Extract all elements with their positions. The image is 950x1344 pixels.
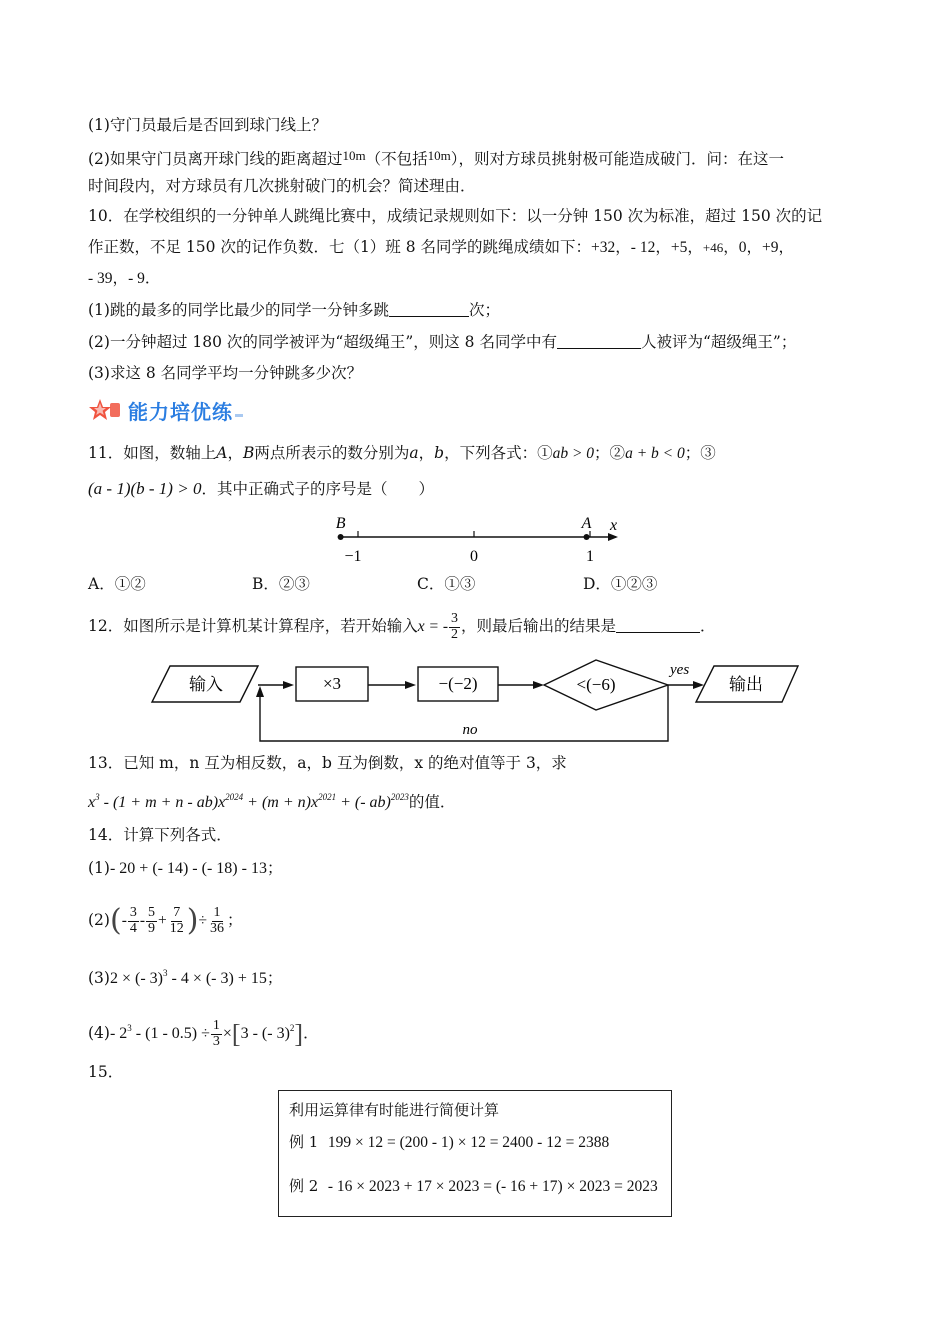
star-icon xyxy=(88,397,122,425)
q14-part4: (4)- $2^3 - (1 - 0.5)$ ÷ $\frac{1}{3}$ ×[3 - (- 3)$^2$]． xyxy=(88,1018,319,1049)
point-b xyxy=(338,534,344,540)
q11-line2: (a - 1)(b - 1) > 0．其中正确式子的序号是（ ） xyxy=(88,479,434,498)
arrow-icon xyxy=(533,681,544,689)
no-label: no xyxy=(462,722,478,738)
subtract-label: −(−2) xyxy=(438,674,478,693)
axis-x-label: x xyxy=(610,517,618,534)
q10-line2: 作正数，不足 150 次的记作负数．七（1）班 8 名同学的跳绳成绩如下：+32，- 12，+5，+46，0，+9， xyxy=(88,238,795,256)
tick-label-one: 1 xyxy=(586,548,594,565)
point-a-label: A xyxy=(581,515,592,532)
number-line xyxy=(320,508,630,570)
tick-label-zero: 0 xyxy=(470,548,478,565)
q14-title: 14．计算下列各式． xyxy=(88,826,232,844)
answer-blank xyxy=(389,302,469,317)
input-label: 输入 xyxy=(189,675,223,694)
example-1: 例 1 199 × 12 = (200 - 1) × 12 = 2400 - 12 = 2388 xyxy=(289,1133,610,1151)
dash-decoration-icon xyxy=(233,401,245,421)
option-b[interactable]: B．②③ xyxy=(252,575,310,593)
axis-arrow-icon xyxy=(608,533,618,541)
flowchart xyxy=(148,656,808,746)
output-label: 输出 xyxy=(729,675,763,694)
q14-part1: (1)- 20 + (- 14) - (- 18) - 13； xyxy=(88,859,283,877)
box-title: 利用运算律有时能进行简便计算 xyxy=(289,1101,500,1119)
example-box xyxy=(278,1090,672,1217)
point-b-label: B xyxy=(335,515,346,532)
q10-part1: (1)跳的最多的同学比最少的同学一分钟多跳 次； xyxy=(88,301,500,319)
section-title: 能力培优练 xyxy=(128,400,233,424)
answer-blank xyxy=(557,334,641,349)
q10-part3: (3)求这 8 名同学平均一分钟跳多少次？ xyxy=(88,364,363,382)
option-a[interactable]: A．①② xyxy=(88,575,146,593)
q15-label: 15． xyxy=(88,1063,124,1081)
q13-expression: $x^3 - (1 + m + n - ab)x^{2024} + (m + n)x^{2021}$ + (- ab)$^{2023}$的值． xyxy=(88,792,456,811)
arrow-up-icon xyxy=(256,686,264,697)
condition-label: <(−6) xyxy=(576,675,616,694)
q9-part2-line2: 时间段内，对方球员有几次挑射破门的机会？简述理由． xyxy=(88,177,476,195)
yes-label: yes xyxy=(670,662,690,678)
example-2: 例 2 - 16 × 2023 + 17 × 2023 = (- 16 + 17) × 2023 = 2023 xyxy=(289,1177,658,1195)
tick-label-minus-one: −1 xyxy=(344,548,362,565)
q14-part3: (3)2 × (- 3)$^3$ - 4 × (- 3) + 15； xyxy=(88,968,283,987)
option-d[interactable]: D．①②③ xyxy=(583,575,658,593)
section-header xyxy=(88,396,245,425)
q11-line1: 11．如图，数轴上A，B两点所表示的数分别为a，b，下列各式：①ab > 0；②a + b < 0；③ xyxy=(88,444,716,462)
point-a xyxy=(584,534,590,540)
q10-line1: 10．在学校组织的一分钟单人跳绳比赛中，成绩记录规则如下：以一分钟 150 次为标准，超过 150 次的记 xyxy=(88,207,823,225)
multiply-label: ×3 xyxy=(322,674,342,693)
option-c[interactable]: C．①③ xyxy=(417,575,476,593)
q10-part2: (2)一分钟超过 180 次的同学被评为“超级绳王”，则这 8 名同学中有 人被评为“超级绳王”； xyxy=(88,333,797,351)
fraction: $\frac{3}{2}$ xyxy=(451,610,458,642)
arrow-icon xyxy=(405,681,416,689)
answer-blank xyxy=(616,618,700,633)
q9-part1: (1)守门员最后是否回到球门线上？ xyxy=(88,116,327,134)
q9-part2: (2)如果守门员离开球门线的距离超过$^{10m}$（不包括$^{10m}$），则对方球员挑射极可能造成破门．问：在这一 xyxy=(88,148,784,168)
q14-part2: (2)(- $\frac{3}{4}$ - $\frac{5}{9}$ + $\frac{7}{12}$ )÷ $\frac{1}{36}$ ； xyxy=(88,903,243,938)
arrow-icon xyxy=(283,681,294,689)
q12-text: 12．如图所示是计算机某计算程序，若开始输入x = - $\frac{3}{2}$ ，则最后输出的结果是 ． xyxy=(88,610,716,642)
q13-line1: 13．已知 m，n 互为相反数，a，b 互为倒数，x 的绝对值等于 3，求 xyxy=(88,754,567,772)
q10-line3: - 39，- 9． xyxy=(88,269,161,287)
